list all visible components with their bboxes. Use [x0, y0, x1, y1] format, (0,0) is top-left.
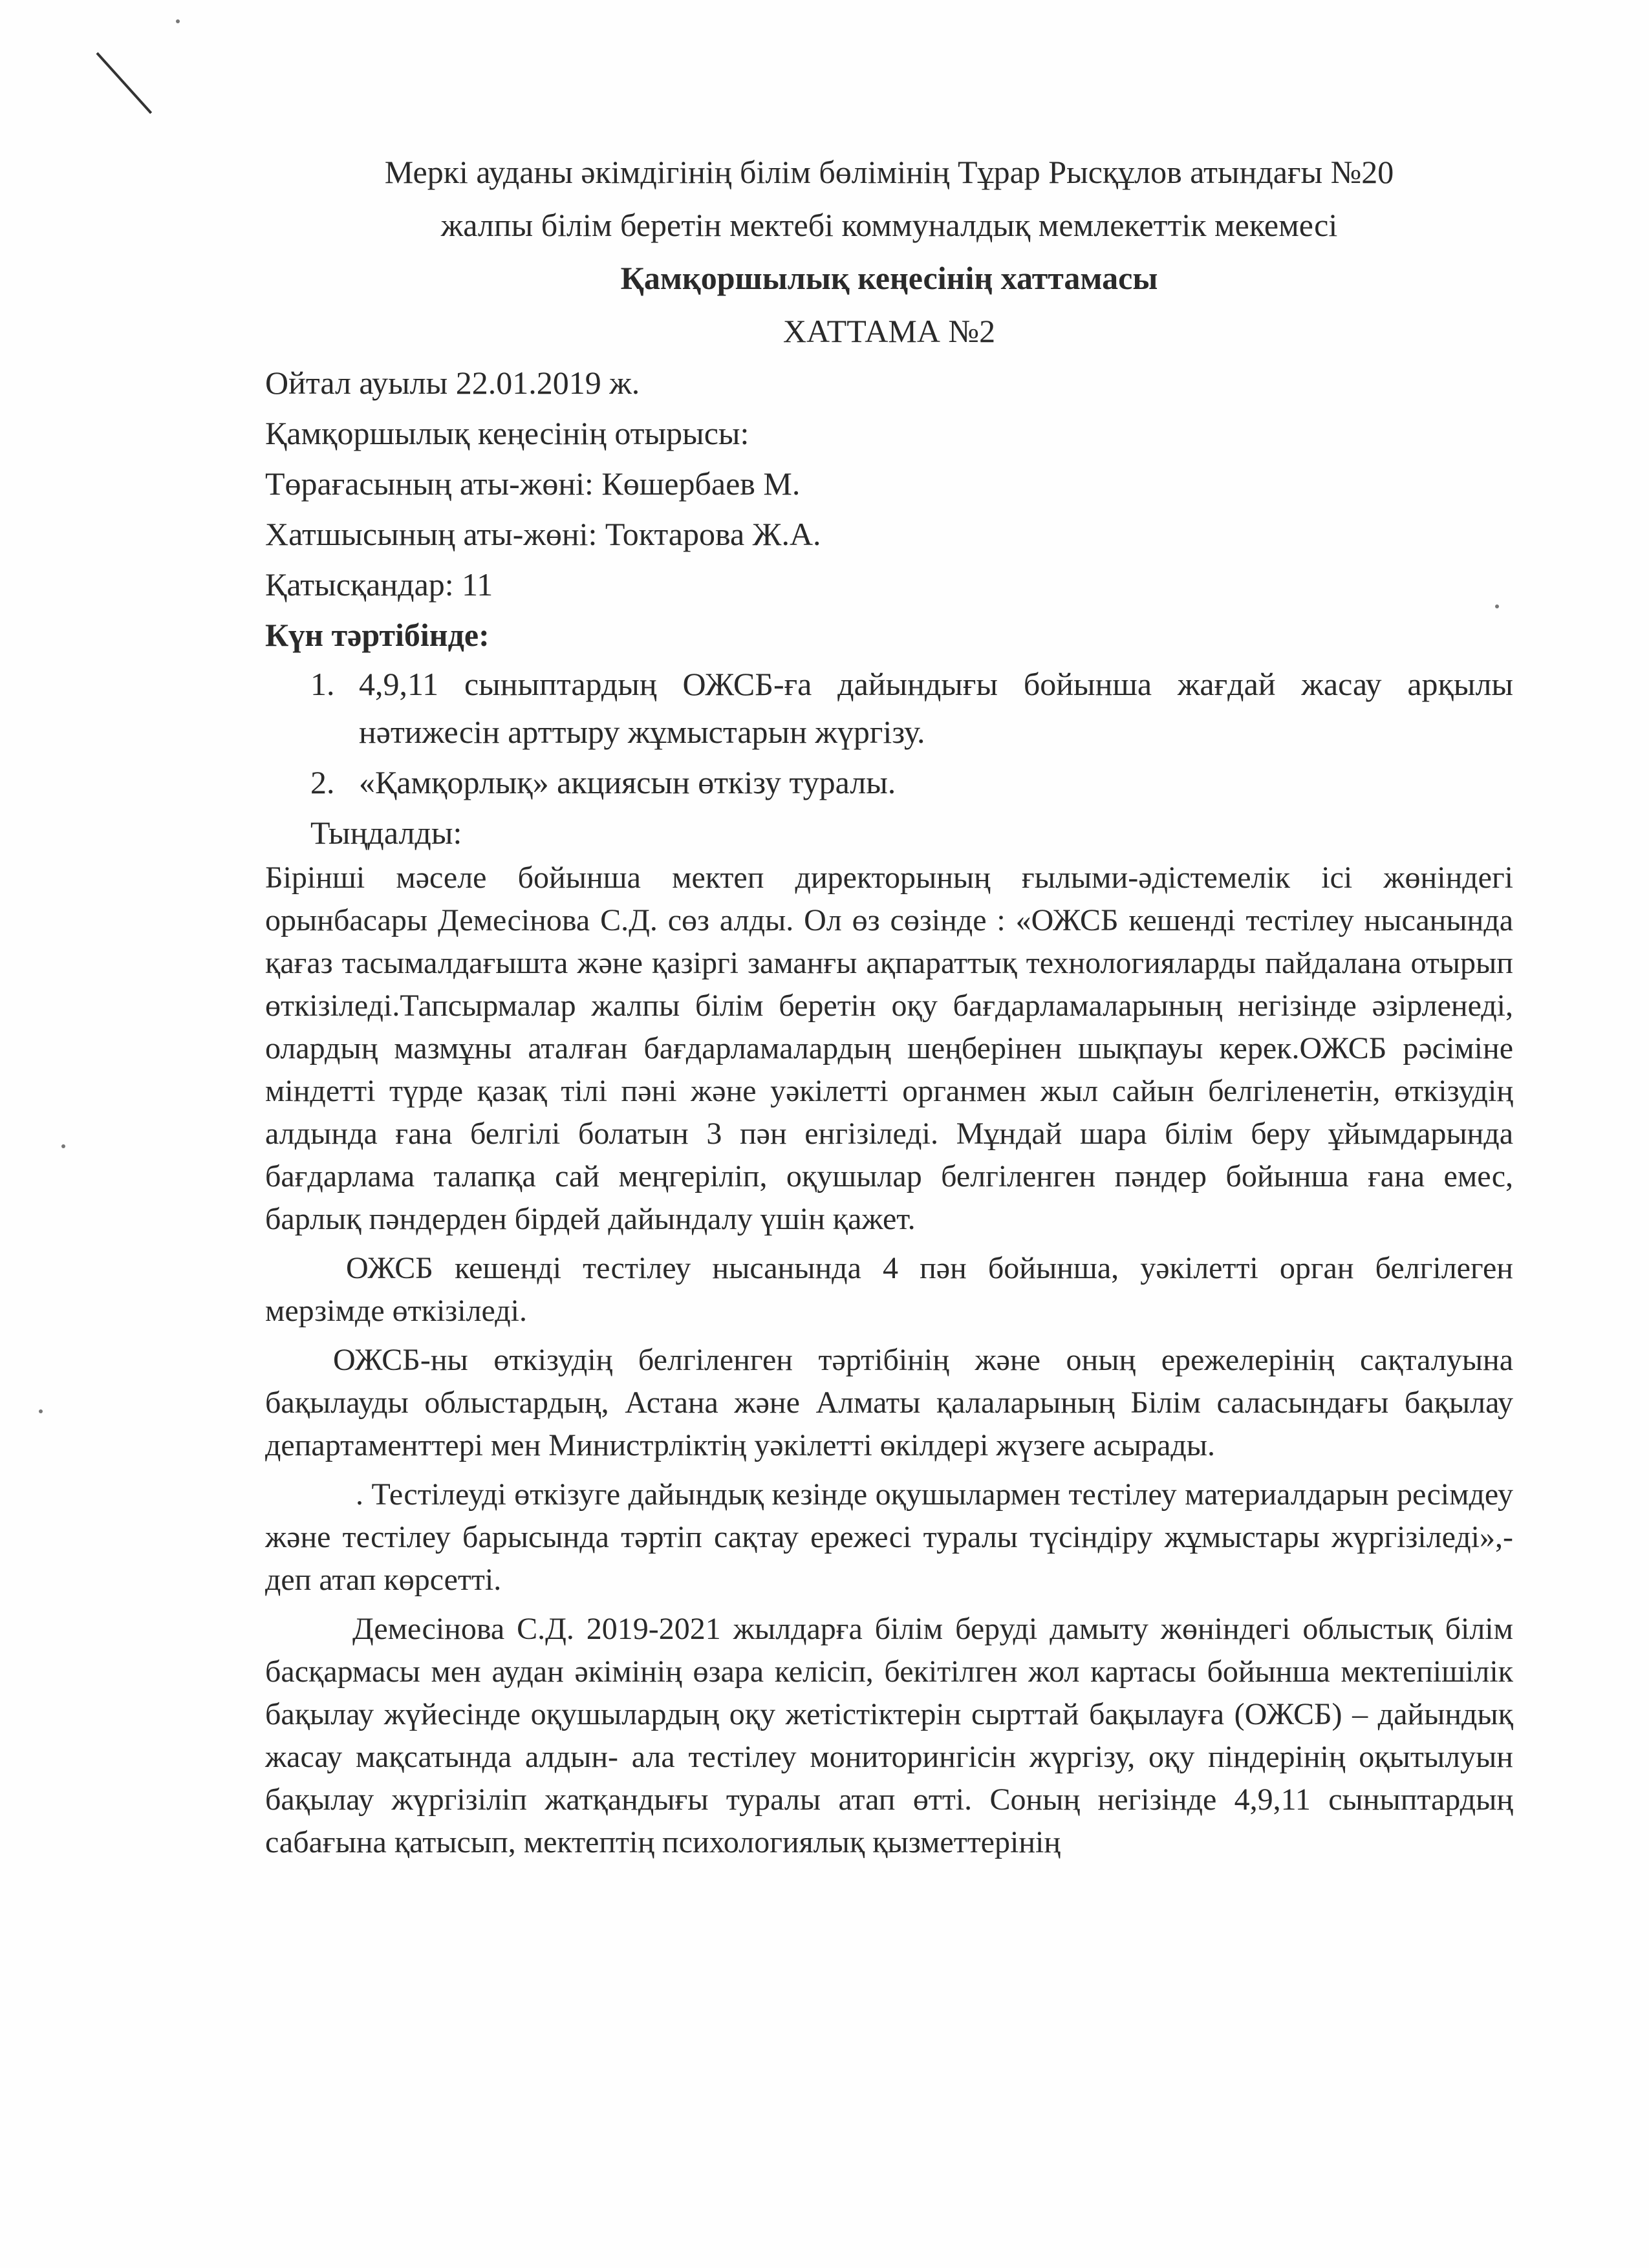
chair-name: Төрағасының аты-жөні: Көшербаев М.	[265, 465, 801, 502]
body-paragraph: Бірінші мәселе бойынша мектеп директорының ғылыми-әдістемелік ісі жөніндегі орынбасары Демесінова С.Д. сөз алды. Ол өз сөзінде : «ОЖСБ кешенді тестілеу нысанында қағаз тасымалдағышта және қазіргі заманғы ақпараттық технологияларды пайдалана отырып өткізіледі.Тапсырмалар жалпы білім беретін оқу бағдарламаларының негізінде әзірленеді, олардың мазмұны аталған бағдарламалардың шеңберінен шықпауы керек.ОЖСБ рәсіміне міндетті түрде қазақ тілі пәні және уәкілетті органмен жыл сайын белгіленетін, өткізудің алдында ғана белгілі болатын 3 пән енгізіледі. Мұндай шара білім беру ұйымдарында бағдарлама талапқа сай меңгеріліп, оқушылар белгіленген пәндер бойынша ғана емес, барлық пәндерден бірдей дайындалу үшін қажет.	[265, 861, 1513, 1236]
document-content	[265, 145, 1513, 1870]
agenda-item-text: «Қамқорлық» акциясын өткізу туралы.	[359, 764, 896, 800]
scan-speck	[61, 1144, 65, 1148]
agenda-item-text: 4,9,11 сыныптардың ОЖСБ-ға дайындығы бойынша жағдай жасау арқылы нәтижесін арттыру жұмыстарын жүргізу.	[359, 666, 1513, 750]
document-title: Қамқоршылық кеңесінің хаттамасы	[620, 260, 1158, 296]
scan-speck	[176, 19, 180, 23]
agenda-item	[265, 660, 1513, 756]
agenda-item	[265, 758, 1513, 806]
body-paragraph: . Тестілеуді өткізуге дайындық кезінде оқушылармен тестілеу материалдарын ресімдеу және тестілеу барысында тәртіп сақтау ережесі туралы түсіндіру жұмыстары жүргізіледі»,-деп атап көрсетті.	[265, 1477, 1513, 1597]
attendees-count: Қатысқандар: 11	[265, 566, 493, 603]
agenda-heading: Күн тәртібінде:	[265, 617, 490, 653]
secretary-name: Хатшысының аты-жөні: Токтарова Ж.А.	[265, 516, 821, 552]
agenda-item-number: 1.	[310, 666, 335, 702]
agenda-list	[265, 660, 1513, 806]
body-paragraph: ОЖСБ-ны өткізудің белгіленген тәртібінің және оның ережелерінің сақталуына бақылауды облыстардың, Астана және Алматы қалаларының Білім саласындағы бақылау департаменттері мен Министрліктің уәкілетті өкілдері жүзеге асырады.	[265, 1343, 1513, 1462]
meeting-label: Қамқоршылық кеңесінің отырысы:	[265, 415, 749, 451]
scan-speck	[39, 1409, 43, 1413]
body-paragraph: Демесінова С.Д. 2019-2021 жылдарға білім беруді дамыту жөніндегі облыстық білім басқармасы мен аудан әкімінің өзара келісіп, бекітілген жол картасы бойынша мектепішілік бақылау жүйесінде оқушылардың оқу жетістіктерін сырттай бақылауға (ОЖСБ) – дайындық жасау мақсатында алдын- ала тестілеу мониторингісін жүргізу, оқу піндерінің оқытылуын бақылау жүргізіліп жатқандығы туралы атап өтті. Соның негізінде 4,9,11 сыныптардың сабағына қатысып, мектептің психологиялық қызметтерінің	[265, 1612, 1513, 1859]
heard-label: Тыңдалды:	[310, 815, 462, 851]
agenda-item-number: 2.	[310, 764, 335, 800]
scan-pen-mark	[96, 52, 153, 114]
org-name-line-2: жалпы білім беретін мектебі коммуналдық мемлекеттік мекемесі	[440, 207, 1338, 243]
body-paragraph: ОЖСБ кешенді тестілеу нысанында 4 пән бойынша, уәкілетті орган белгілеген мерзімде өткізіледі.	[265, 1251, 1513, 1328]
place-date: Ойтал ауылы 22.01.2019 ж.	[265, 365, 640, 401]
org-name-line-1: Меркі ауданы әкімдігінің білім бөлімінің Тұрар Рысқұлов атындағы №20	[384, 154, 1394, 190]
protocol-number: ХАТТАМА №2	[782, 313, 996, 349]
